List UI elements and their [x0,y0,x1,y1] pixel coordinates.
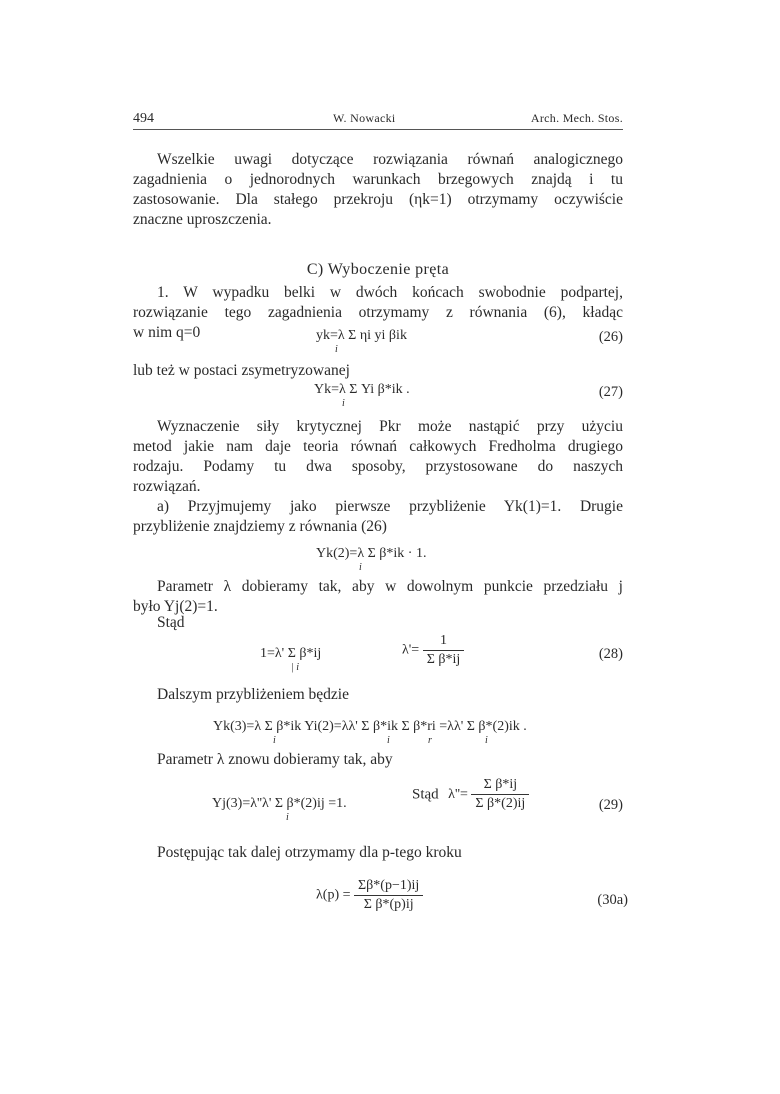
text-line: lub też w postaci zsymetryzowanej [133,362,350,379]
equation-29-right [412,776,529,813]
lambda-prefix: λ(p) = [316,887,351,903]
equation-29-left: Yj(3)=λ''λ' Σ β*(2)ij =1. [212,796,347,811]
text-line: przybliżenie znajdziemy z równania (26) [133,518,387,535]
paragraph-3 [133,361,623,381]
equation-28-right [402,632,464,669]
sum-index: i [387,735,390,746]
sum-index: i [335,344,338,355]
running-header [133,111,623,131]
text-line: Wyznaczenie siły krytycznej Pkr może nastąpić przy użyciu [157,418,623,435]
header-rule [133,129,623,130]
text-line: w nim q=0 [133,324,201,341]
text-line: Dalszym przybliżeniem będzie [157,686,349,703]
lambda-prefix: λ''= [448,786,468,802]
sum-index: i [286,812,289,823]
fraction [354,877,423,914]
equation-26: yk=λ Σ ηi yi βik [316,328,407,343]
paragraph-7 [133,685,623,705]
text-line: rozwiązanie tego zagadnienia otrzymamy z równania (6), kładąc [133,304,623,321]
fraction-denominator: Σ β*(p)ij [363,897,414,912]
text-line: znaczne uproszczenia. [133,211,272,228]
text-line: było Yj(2)=1. [133,598,218,615]
equation-y3: Yk(3)=λ Σ β*ik Yi(2)=λλ' Σ β*ik Σ β*ri =λλ' Σ β*(2)ik . [213,719,527,734]
text-line: a) Przyjmujemy jako pierwsze przybliżenie Yk(1)=1. Drugie [157,498,623,515]
text-line: zagadnienia o jednorodnych warunkach brzegowych znajdą i tu [133,171,623,188]
fraction [471,776,529,813]
paragraph-5 [133,497,623,537]
sum-index: i [342,398,345,409]
equation-30a [316,877,423,914]
equation-number-27: (27) [598,384,623,400]
equation-27: Yk=λ Σ Yi β*ik . [314,382,410,397]
text-line: Wszelkie uwagi dotyczące rozwiązania równań analogicznego [157,151,623,168]
equation-number-28: (28) [598,646,623,662]
lambda-prefix: λ'= [402,642,420,658]
text-line: rozwiązań. [133,478,201,495]
paragraph-6 [133,577,623,617]
text-line: Postępując tak dalej otrzymamy dla p-tego kroku [157,844,462,861]
paragraph-4 [133,417,623,497]
text-line: rodzaju. Podamy tu dwa sposoby, przystosowane do naszych [133,458,623,475]
sum-index: i [273,735,276,746]
paragraph-8 [133,750,623,770]
section-title: C) Wyboczenie pręta [306,261,450,278]
fraction-numerator: Σβ*(p−1)ij [354,877,423,896]
equation-number-26: (26) [598,329,623,345]
page-number: 494 [133,111,154,126]
fraction-denominator: Σ β*(2)ij [475,796,526,811]
sum-index: i [485,735,488,746]
text-line: zastosowanie. Dla stałego przekroju (ηk=1) otrzymamy oczywiście [133,191,623,208]
equation-y2: Yk(2)=λ Σ β*ik · 1. [316,546,427,561]
equation-number-29: (29) [598,797,623,813]
running-journal: Arch. Mech. Stos. [530,111,623,125]
sum-index: | i [291,662,300,673]
text-line: Stąd [157,614,185,631]
fraction [423,632,465,669]
fraction-numerator: Σ β*ij [471,776,529,795]
fraction-numerator: 1 [423,632,465,651]
equation-number-30a: (30a) [597,892,628,908]
paragraph-9 [133,843,623,863]
fraction-denominator: Σ β*ij [426,652,461,667]
sum-index: i [359,562,362,573]
equation-28-left: 1=λ' Σ β*ij [260,646,322,661]
text-line: Parametr λ znowu dobieramy tak, aby [157,751,393,768]
text-line: metod jakie nam daje teoria równań całkowych Fredholma drugiego [133,438,623,455]
text-line: 1. W wypadku belki w dwóch końcach swobodnie podpartej, [157,284,623,301]
text-line: Parametr λ dobieramy tak, aby w dowolnym punkcie przedziału j [157,578,623,595]
paragraph-stad [133,613,623,633]
stad-word: Stąd [412,786,439,803]
running-author: W. Nowacki [333,111,396,125]
paragraph-1 [133,150,623,230]
sum-index: r [428,735,432,746]
